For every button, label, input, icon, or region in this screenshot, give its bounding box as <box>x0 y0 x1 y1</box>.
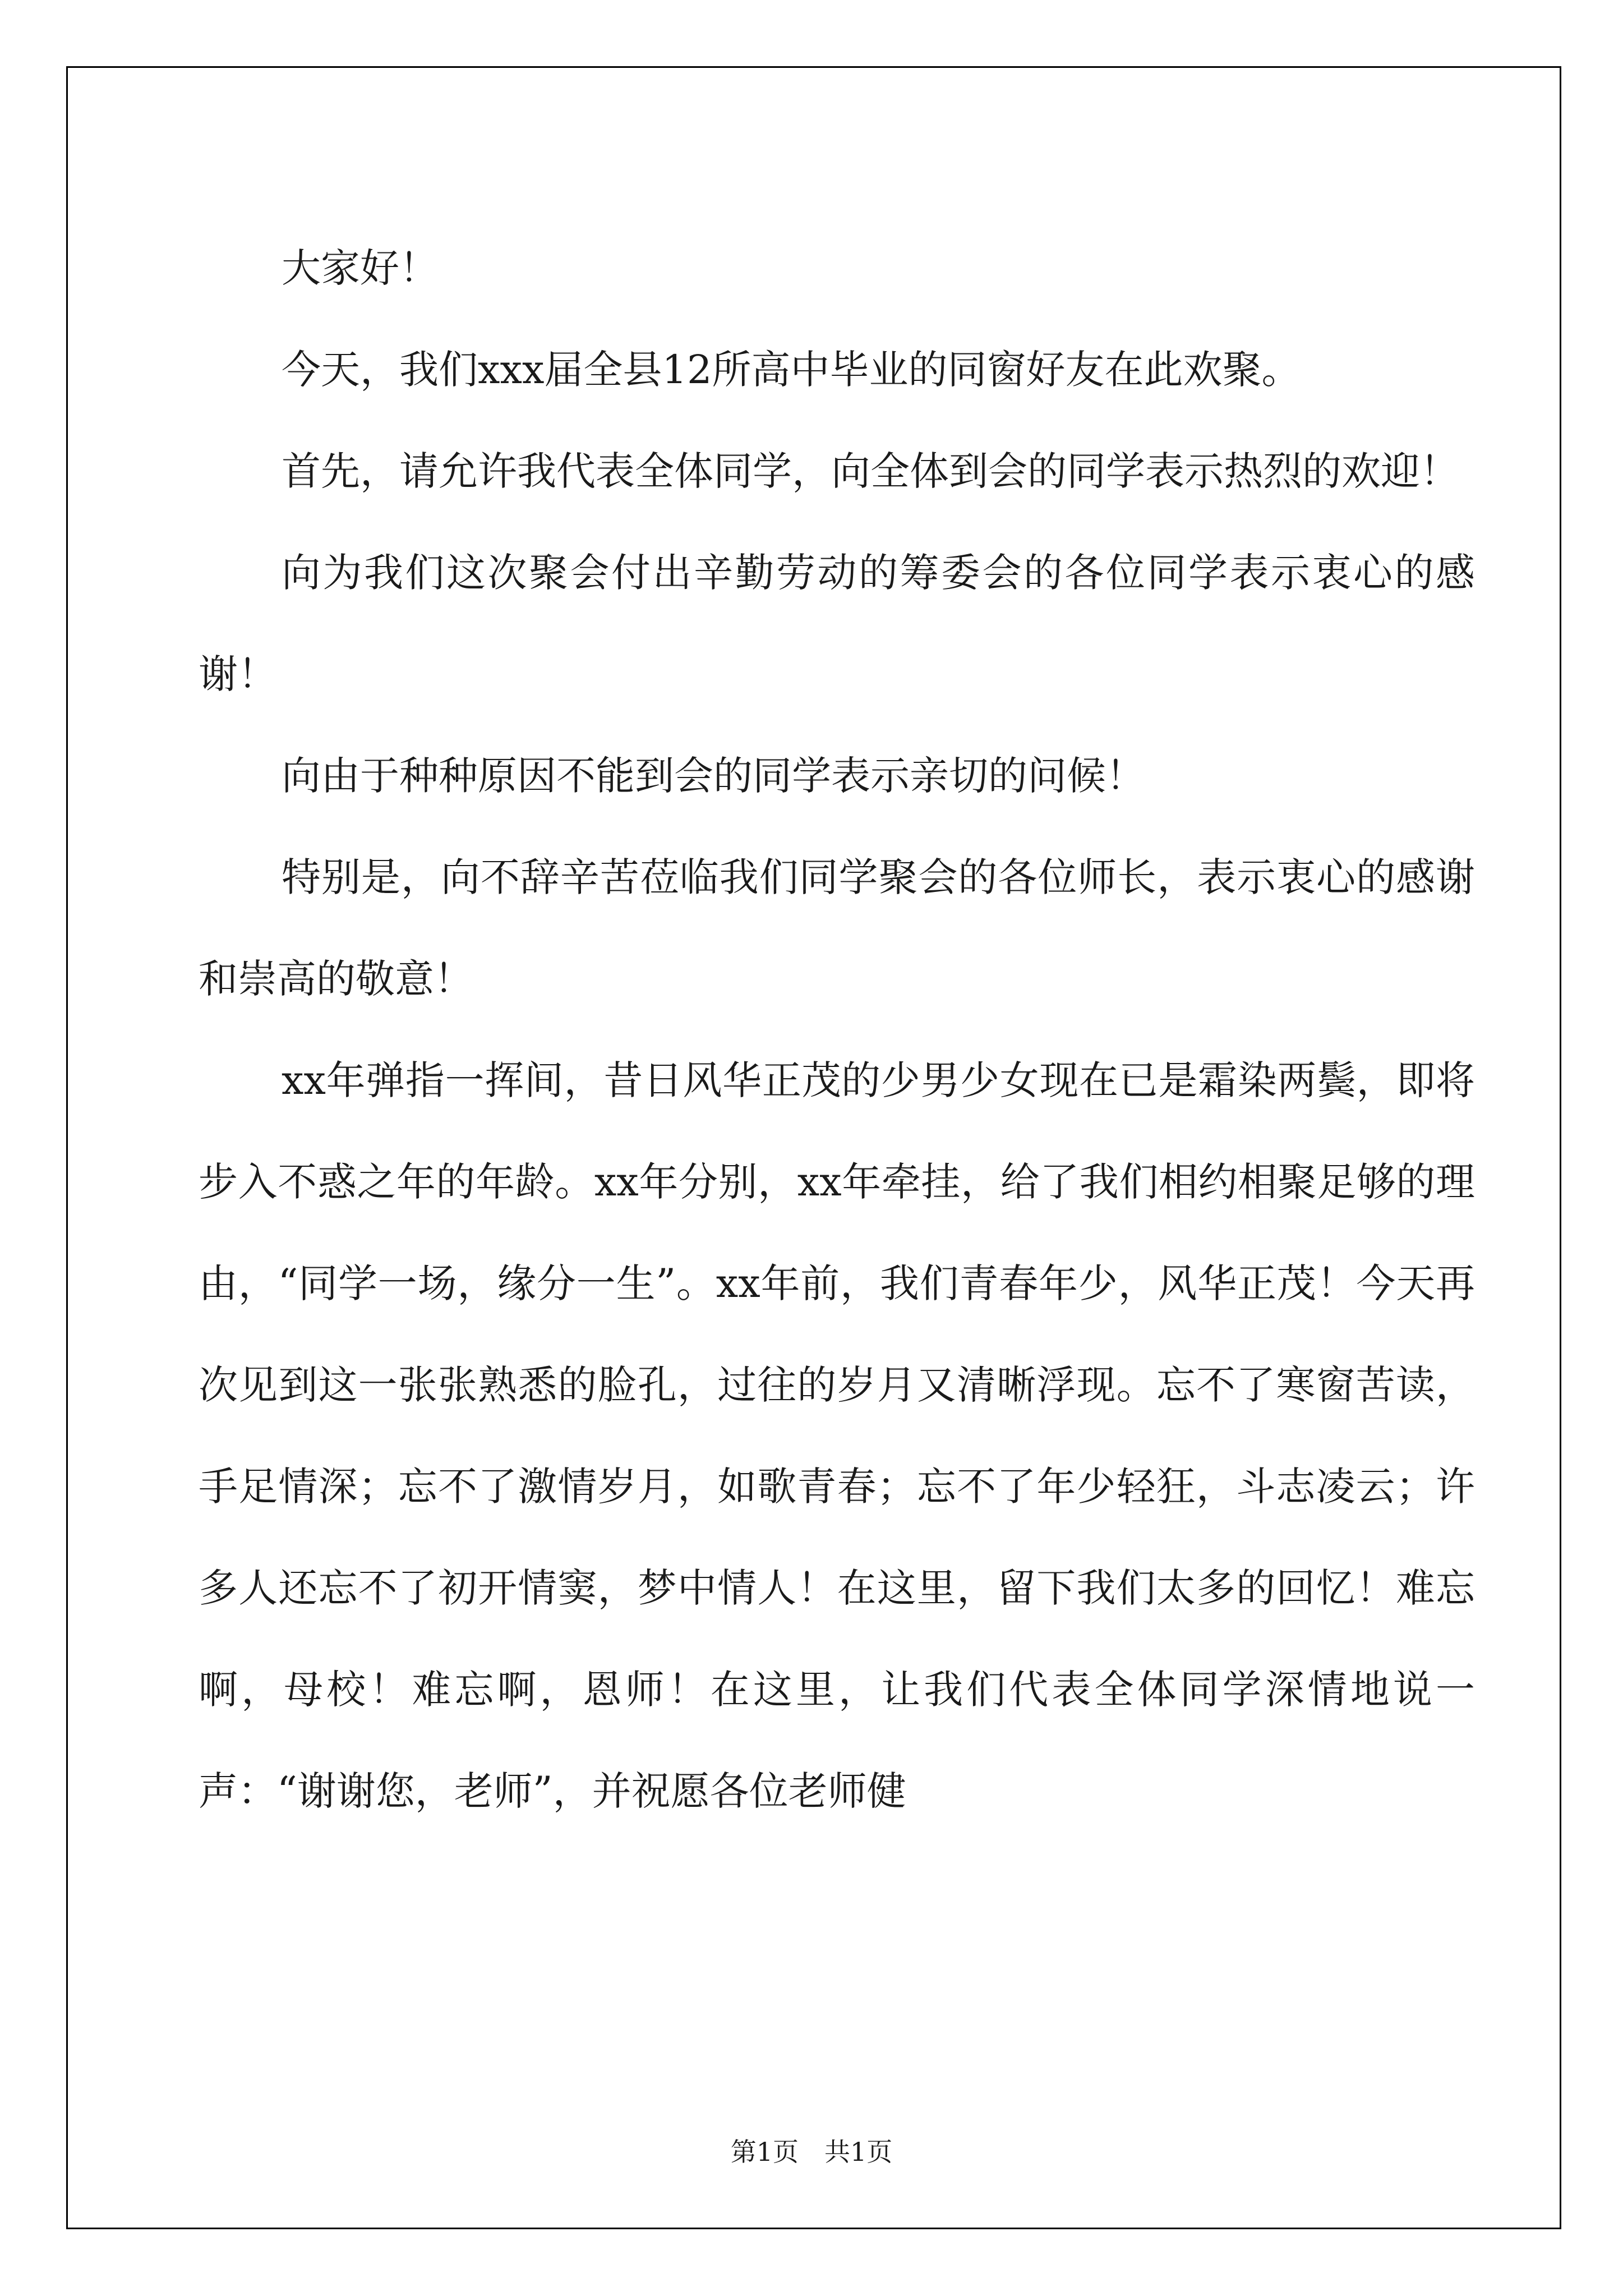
paragraph-thanks-committee: 向为我们这次聚会付出辛勤劳动的筹委会的各位同学表示衷心的感谢！ <box>199 550 1475 697</box>
paragraph-greeting: 大家好！ <box>282 245 439 291</box>
paragraph-regards-absent: 向由于种种原因不能到会的同学表示亲切的问候！ <box>282 753 1145 799</box>
page-footer: 第1页 共1页 <box>730 2137 893 2167</box>
document-body <box>199 218 1475 1842</box>
paragraph-thanks-teachers: 特别是，向不辞辛苦莅临我们同学聚会的各位师长，表示衷心的感谢和崇高的敬意！ <box>199 854 1475 1002</box>
paragraph-memories: xx年弹指一挥间，昔日风华正茂的少男少女现在已是霜染两鬓，即将步入不惑之年的年龄。xx年分别，xx年牵挂，给了我们相约相聚足够的理由，“同学一场，缘分一生”。xx年前，我们青春年少，风华正茂！今天再次见到这一张张熟悉的脸孔，过往的岁月又清晰浮现。忘不了寒窗苦读，手足情深；忘不了激情岁月，如歌青春；忘不了年少轻狂，斗志凌云；许多人还忘不了初开情窦，梦中情人！在这里，留下我们太多的回忆！难忘啊，母校！难忘啊，恩师！在这里，让我们代表全体同学深情地说一声：“谢谢您，老师”，并祝愿各位老师健 <box>199 1057 1475 1814</box>
paragraph-welcome: 首先，请允许我代表全体同学，向全体到会的同学表示热烈的欢迎！ <box>282 448 1459 494</box>
paragraph-gathering: 今天，我们xxx届全县12所高中毕业的同窗好友在此欢聚。 <box>282 347 1301 393</box>
